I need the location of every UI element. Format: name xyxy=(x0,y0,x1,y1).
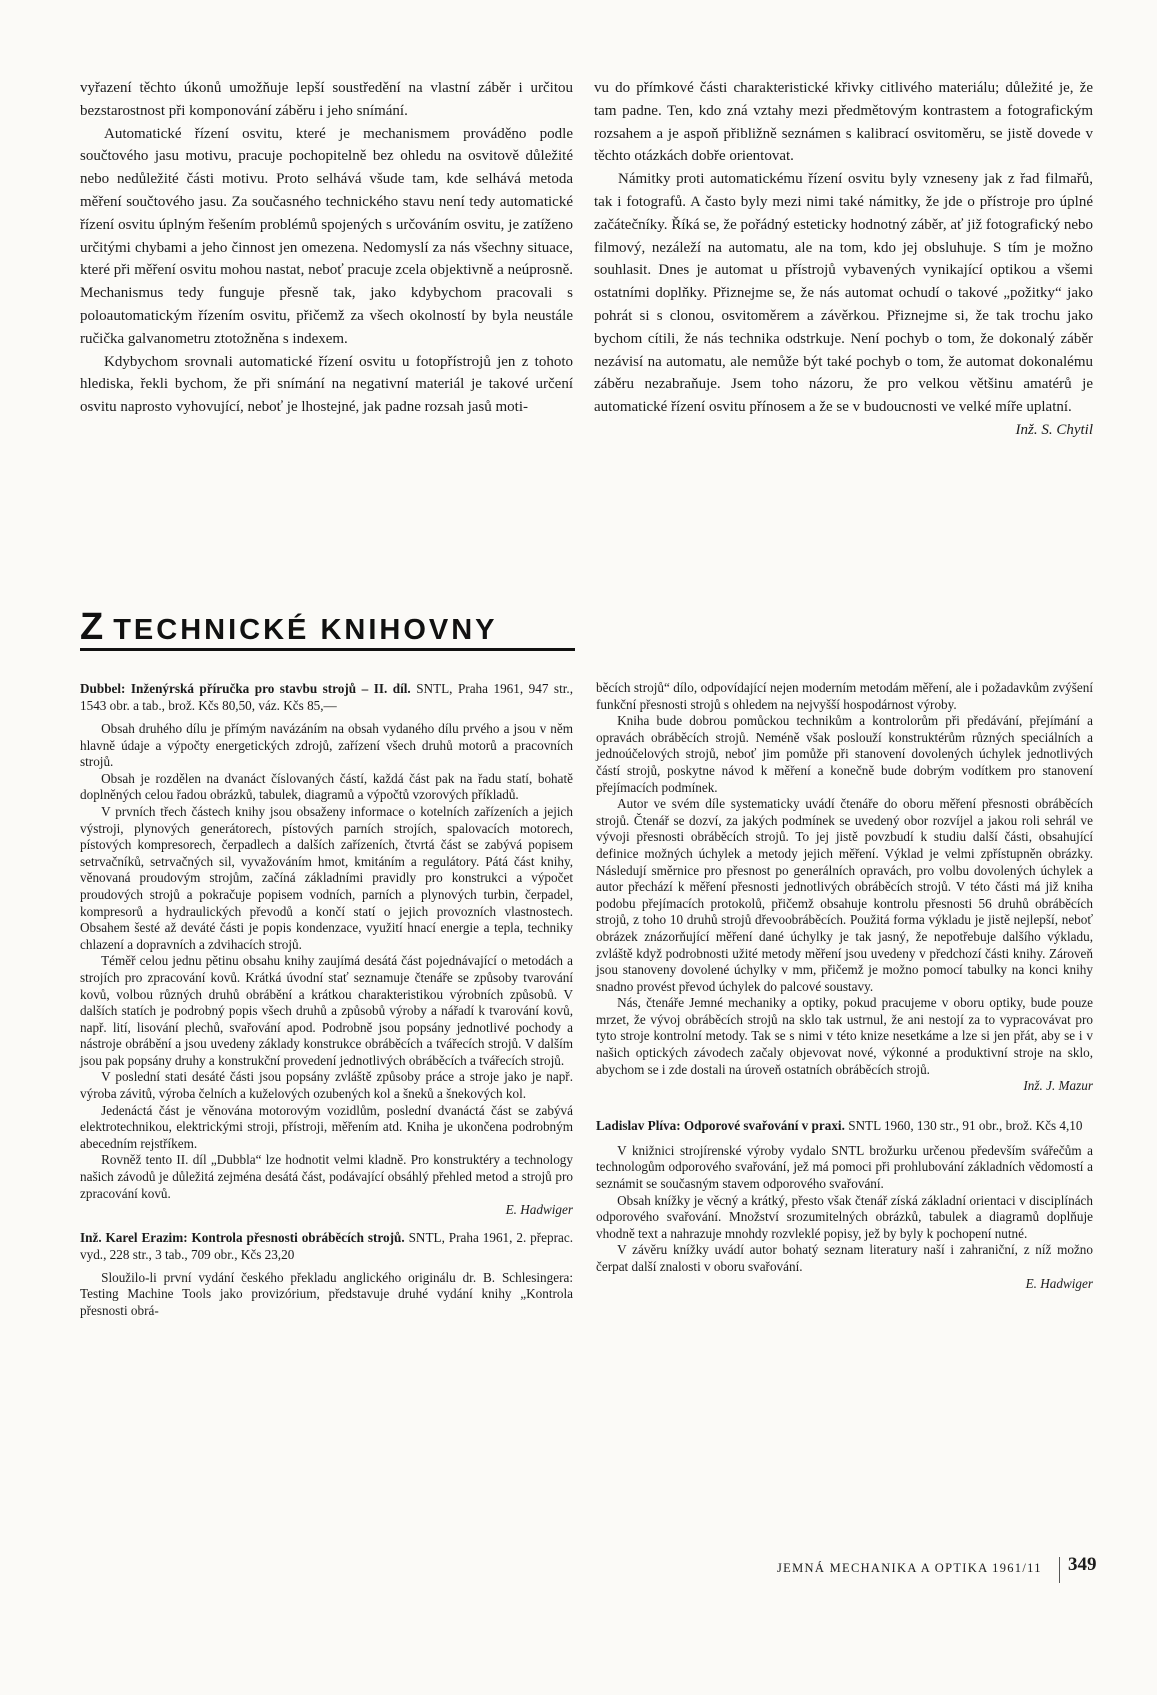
paragraph: V poslední stati desáté části jsou popsány zvláště způsoby práce a stroje jako je např. výroba závitů, výroba čelních a kuželových ozubených kol a šneků a šnekových kol. xyxy=(80,1069,573,1102)
section-heading xyxy=(80,606,498,649)
book-reference-details: SNTL, Praha 1961, 947 str., 1543 obr. a tab., brož. Kčs 80,50, váz. Kčs 85,— xyxy=(80,681,573,713)
paragraph: Rovněž tento II. díl „Dubbla“ lze hodnotit velmi kladně. Pro konstruktéry a technology našich závodů je důležitá zejména desátá část, podávající obsáhlý přehled metod a strojů pro zpracování kovů. xyxy=(80,1152,573,1201)
paragraph: Jedenáctá část je věnována motorovým vozidlům, poslední dvanáctá část se zabývá elektrotechnikou, elektrickými stroji, přístroji, měřením atd. Kniha je ukončena podrobným abecedním rejstříkem. xyxy=(80,1102,573,1151)
paragraph: Kniha bude dobrou pomůckou technikům a kontrolorům při předávání, přejímání a opravách obráběcích strojů. Neméně však poslouží konstruktérům různých speciálních a jednoúčelových strojů, neboť jim pomůže při stanovení dovolených úchylek jednotlivých částí strojů, poskytne návod k měření a konečně bude dobrým vodítkem pro stanovení přejímacích podmínek. xyxy=(596,713,1093,795)
article-left-column xyxy=(80,77,573,419)
paragraph: Automatické řízení osvitu, které je mechanismem prováděno podle součtového jasu motivu, pracuje pochopitelně bez ohledu na osvitově důležité nebo nedůležité části motivu. Proto selhává všude tam, kde selhává metoda měření součtového jasu. Za současného technického stavu není tedy automatické řízení osvitu úplným řešením problémů spojených s určováním osvitu, je zatíženo určitými chybami a jeho činnost jen omezena. Nedomyslí za nás všechny situace, které při měření osvitu mohou nastat, neboť pracuje zcela objektivně a neúprosně. Mechanismus tedy funguje přesně tak, jako kdybychom pracovali s poloautomatickým řízením osvitu, přičemž za všech okolností by byla neustále ručička galvanometru ztotožněna s indexem. xyxy=(80,125,573,347)
page-number: 349 xyxy=(1068,1554,1097,1575)
book-reference-title: Inž. Karel Erazim: Kontrola přesnosti obráběcích strojů. xyxy=(80,1229,405,1245)
book-reference xyxy=(596,1117,1093,1134)
paragraph: vu do přímkové části charakteristické křivky citlivého materiálu; důležité je, že tam padne. Ten, kdo zná vztahy mezi předmětovým kontrastem a fotografickým rozsahem a je aspoň přibližně seznámen s kalibrací osvitoměru, se jistě dovede v těchto otázkách dobře orientovat. xyxy=(594,80,1093,165)
paragraph: Námitky proti automatickému řízení osvitu byly vzneseny jak z řad filmařů, tak i fotografů. A často byly mezi nimi také námitky, že jde o přístroje pro úplné začátečníky. Říká se, že pořádný esteticky hodnotný záběr, ať již fotografický nebo filmový, nezáleží na automatu, ale na tom, kdo jej obsluhuje. S tím je možno souhlasit. Dnes je automat u přístrojů vybavených vynikající optikou a všemi ostatními doplňky. Přiznejme se, že nás automat ochudí o takové „požitky“ jako pohrát si s clonou, osvitoměrem a závěrkou. Přiznejme si, že tak trochu jako bychom cítili, že nás technika odstrkuje. Není pochyb o tom, že dokonalý záběr nezávisí na automatu, ale nemůže být také pochyb o tom, že automat dokonalému záběru nezabraňuje. Jsem toho názoru, že pro velkou většinu amatérů je automatické řízení osvitu přínosem a že se v budoucnosti ve velké míře uplatní. xyxy=(594,171,1093,416)
author-signature: E. Hadwiger xyxy=(1025,1275,1093,1291)
book-reference xyxy=(80,1229,573,1263)
paragraph: Obsah druhého dílu je přímým navázáním na obsah vydaného dílu prvého a jsou v něm hlavně údaje a výpočty energetických zdrojů, zařízení všech druhů motorů a pracovních strojů. xyxy=(80,721,573,770)
reviews-left-column xyxy=(80,680,573,1320)
book-reference-details: SNTL, Praha 1961, 2. přeprac. vyd., 228 str., 3 tab., 709 obr., Kčs 23,20 xyxy=(80,1229,573,1262)
footer-divider xyxy=(1059,1557,1060,1583)
journal-footer-title: JEMNÁ MECHANIKA A OPTIKA 1961/11 xyxy=(777,1561,1042,1575)
paragraph: Obsah je rozdělen na dvanáct číslovaných částí, každá část pak na řadu statí, bohatě doplněných celou řadou obrázků, tabulek, diagramů a výpočtů vzorových příkladů. xyxy=(80,770,573,803)
paragraph: Kdybychom srovnali automatické řízení osvitu u fotopřístrojů jen z tohoto hlediska, řekli bychom, že při snímání na negativní materiál je takové určení osvitu naprosto vyhovující, neboť je lhostejné, jak padne rozsah jasů moti- xyxy=(80,353,573,416)
paragraph: Autor ve svém díle systematicky uvádí čtenáře do oboru měření přesnosti obráběcích strojů. Čtenář se dozví, za jakých podmínek se uvedený obor rozvíjel a jakou roli sehrál ve vývoji přesnosti obráběcích strojů. To jej jistě povzbudí k studiu další části, obsahující definice možných úchylek a metody jejich měření. Výklad je velmi zpřístupněn obrázky. Následují směrnice pro přesnost po generálních opravách, pro volbu dovolených úchylek a autor přechází k měření přesnosti jednotlivých obráběcích strojů. V této části má již kniha podobu přejímacích protokolů, přičemž obsahuje kontrolu přesnosti 56 druhů obráběcích strojů, z toho 10 druhů strojů dřevoobráběcích. Použitá forma výkladu je jistě nejlepší, neboť obrázek znázorňující měření dané úchylky je tak jasný, že nepotřebuje dalšího výkladu, zvláště když podrobnosti užité metody měření jsou uvedeny v předchozí části knihy. Zároveň jsou stanoveny dovolené úchylky v mm, přičemž je možno pomocí tabulky na konci knihy snadno provést převod úchylek do palcové soustavy. xyxy=(596,796,1093,994)
paragraph: běcích strojů“ dílo, odpovídající nejen moderním metodám měření, ale i požadavkům zvýšení funkční přesnosti strojů s ohledem na nejvyšší hospodárnost výroby. xyxy=(596,680,1093,712)
paragraph: V knižnici strojírenské výroby vydalo SNTL brožurku určenou především svářečům a technologům odporového svařování, jež má pomoci při prohlubování základních vědomostí a seznámit se současným stavem odporového svařování. xyxy=(596,1142,1093,1192)
section-heading-text: TECHNICKÉ KNIHOVNY xyxy=(113,614,498,646)
paragraph: V závěru knížky uvádí autor bohatý seznam literatury naší i zahraniční, z níž možno čerpat další znalosti v oboru svařování. xyxy=(596,1242,1093,1274)
paragraph: Obsah knížky je věcný a krátký, přesto však čtenář získá základní orientaci v disciplínách odporového svařování. Množství srozumitelných obrázků, tabulek a diagramů doplňuje vhodně text a nahrazuje mnohdy rozvleklé popisy, jež by byly k pochopení nutné. xyxy=(596,1192,1093,1241)
author-signature: Inž. S. Chytil xyxy=(1015,421,1093,438)
author-signature: E. Hadwiger xyxy=(505,1202,573,1218)
book-reference xyxy=(80,680,573,714)
paragraph: Nás, čtenáře Jemné mechaniky a optiky, pokud pracujeme v oboru optiky, bude pouze mrzet, že vývoj obráběcích strojů na sklo tak ustrnul, že ani nestojí za to vypracovávat pro tyto stroje kontrolní metody. Tak se s nimi v této knize nesetkáme a lze si jen přát, aby se i v našich optických závodech začaly objevovat nové, výkonné a produktivní stroje na sklo, abychom se i zde dostali na úroveň ostatních obráběcích strojů. xyxy=(596,995,1093,1077)
reviews-right-column xyxy=(596,680,1093,1292)
paragraph: Téměř celou jednu pětinu obsahu knihy zaujímá desátá část pojednávající o metodách a strojích pro zpracování kovů. Krátká úvodní stať seznamuje čtenáře se způsoby tvarování kovů, volbou různých druhů obrábění a krátkou charakteristikou výrobních způsobů. V dalších statích je podrobný popis všech druhů a způsobů výroby a nářadí k tvarování kovů, např. lití, lisování plechů, svařování apod. Podrobně jsou popsány jednotlivé pochody a nástroje obrábění a jsou uvedeny základy konstrukce obráběcích a tvářecích strojů. V dalším jsou pak popsány druhy a konstrukční provedení jednotlivých obráběcích a tvářecích strojů. xyxy=(80,953,573,1068)
book-reference-title: Ladislav Plíva: Odporové svařování v praxi. xyxy=(596,1117,845,1133)
article-right-column xyxy=(594,77,1093,442)
book-reference-title: Dubbel: Inženýrská příručka pro stavbu strojů – II. díl. xyxy=(80,681,411,696)
section-heading-initial: Z xyxy=(80,606,104,648)
paragraph: vyřazení těchto úkonů umožňuje lepší soustředění na vlastní záběr i určitou bezstarostnost při komponování záběru i jeho snímání. xyxy=(80,80,573,119)
heading-rule xyxy=(80,648,575,651)
paragraph: V prvních třech částech knihy jsou obsaženy informace o kotelních zařízeních a jejich výstroji, plynových generátorech, pístových parních strojích, spalovacích motorech, pístových kompresorech, čerpadlech a dalších zařízeních, čtvrtá část se zabývá popisem setrvačníků, setrvačných sil, vyvažováním hmot, kmitáním a regulátory. Pátá část knihy, věnovaná proudovým strojům, začíná základními pravidly pro konstrukci a výpočet proudových strojů a pokračuje popisem vodních, parních a plynových turbin, čerpadel, kompresorů a hydraulických převodů a končí statí o jejich provozních vlastnostech. Obsahem šesté až deváté části je popis kondenzace, využití hnací energie a tepla, techniky chlazení a dopravních a zdvihacích strojů. xyxy=(80,803,573,952)
book-reference-details: SNTL 1960, 130 str., 91 obr., brož. Kčs 4,10 xyxy=(844,1117,1083,1133)
author-signature: Inž. J. Mazur xyxy=(1023,1078,1093,1094)
paragraph: Sloužilo-li první vydání českého překladu anglického originálu dr. B. Schlesingera: Testing Machine Tools jako provizórium, představuje druhé vydání knihy „Kontrola přesnosti obrá- xyxy=(80,1269,573,1318)
